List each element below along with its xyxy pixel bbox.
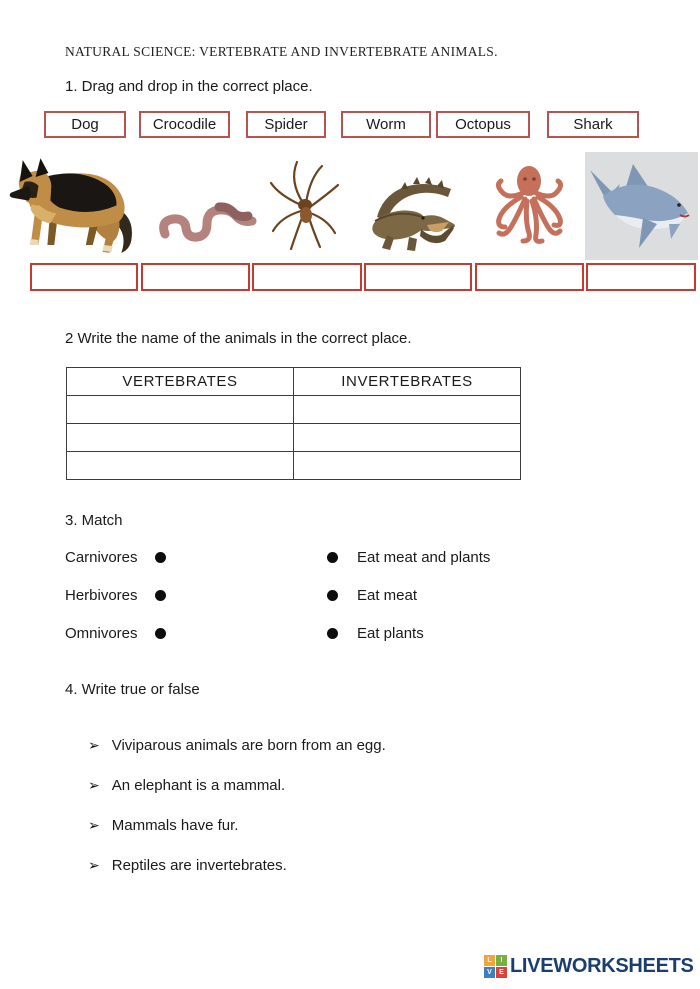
statement-reptiles	[88, 857, 287, 874]
word-chip-octopus[interactable]: Octopus	[436, 111, 530, 138]
section2-instruction: 2 Write the name of the animals in the correct place.	[65, 330, 412, 347]
match-dot-right[interactable]	[327, 590, 338, 601]
statement-text: An elephant is a mammal.	[111, 777, 286, 794]
match-dot-left[interactable]	[155, 628, 166, 639]
word-chip-spider[interactable]: Spider	[246, 111, 326, 138]
statement-text: Viviparous animals are born from an egg.	[111, 737, 386, 754]
statement-elephant	[88, 777, 285, 794]
logo-square-l: L	[484, 955, 495, 966]
liveworksheets-grid-icon	[484, 955, 507, 978]
section3-instruction: 3. Match	[65, 512, 123, 529]
match-dot-left[interactable]	[155, 590, 166, 601]
arrow-bullet-icon: ➢	[88, 777, 100, 793]
section1-instruction: 1. Drag and drop in the correct place.	[65, 78, 313, 95]
classification-table	[66, 367, 521, 480]
match-label-carnivores: Carnivores	[65, 549, 138, 566]
shark-image	[585, 152, 698, 260]
answer-slot[interactable]	[586, 263, 696, 291]
table-cell[interactable]	[294, 452, 521, 480]
spider-image	[269, 159, 340, 254]
table-header-vertebrates: VERTEBRATES	[67, 368, 294, 396]
statement-mammals-fur	[88, 817, 238, 834]
worm-image	[157, 194, 260, 249]
match-label-herbivores: Herbivores	[65, 587, 138, 604]
table-cell[interactable]	[294, 396, 521, 424]
section4-instruction: 4. Write true or false	[65, 681, 200, 698]
statement-viviparous	[88, 737, 386, 754]
table-cell[interactable]	[67, 424, 294, 452]
liveworksheets-logo[interactable]	[484, 955, 694, 978]
page-title: NATURAL SCIENCE: VERTEBRATE AND INVERTEBRATE ANIMALS.	[65, 44, 498, 59]
match-label-eat-plants: Eat plants	[357, 625, 424, 642]
statement-text: Reptiles are invertebrates.	[111, 857, 287, 874]
arrow-bullet-icon: ➢	[88, 737, 100, 753]
answer-slot[interactable]	[141, 263, 250, 291]
logo-square-i: I	[496, 955, 507, 966]
brand-name: LIVEWORKSHEETS	[510, 955, 694, 977]
word-chip-worm[interactable]: Worm	[341, 111, 431, 138]
arrow-bullet-icon: ➢	[88, 857, 100, 873]
table-cell[interactable]	[67, 452, 294, 480]
word-chip-shark[interactable]: Shark	[547, 111, 639, 138]
word-chip-dog[interactable]: Dog	[44, 111, 126, 138]
answer-slot[interactable]	[475, 263, 584, 291]
octopus-image	[489, 164, 570, 246]
table-cell[interactable]	[294, 424, 521, 452]
match-dot-left[interactable]	[155, 552, 166, 563]
match-dot-right[interactable]	[327, 552, 338, 563]
statement-text: Mammals have fur.	[111, 817, 239, 834]
answer-slot[interactable]	[252, 263, 362, 291]
match-label-eat-meat-and-plants: Eat meat and plants	[357, 549, 491, 566]
word-chip-crocodile[interactable]: Crocodile	[139, 111, 230, 138]
table-header-invertebrates: INVERTEBRATES	[294, 368, 521, 396]
match-label-eat-meat: Eat meat	[357, 587, 418, 604]
arrow-bullet-icon: ➢	[88, 817, 100, 833]
match-dot-right[interactable]	[327, 628, 338, 639]
crocodile-image	[357, 173, 458, 255]
answer-slot[interactable]	[30, 263, 138, 291]
logo-square-e: E	[496, 967, 507, 978]
table-cell[interactable]	[67, 396, 294, 424]
answer-slot[interactable]	[364, 263, 472, 291]
logo-square-v: V	[484, 967, 495, 978]
dog-image	[5, 157, 143, 258]
match-label-omnivores: Omnivores	[65, 625, 138, 642]
